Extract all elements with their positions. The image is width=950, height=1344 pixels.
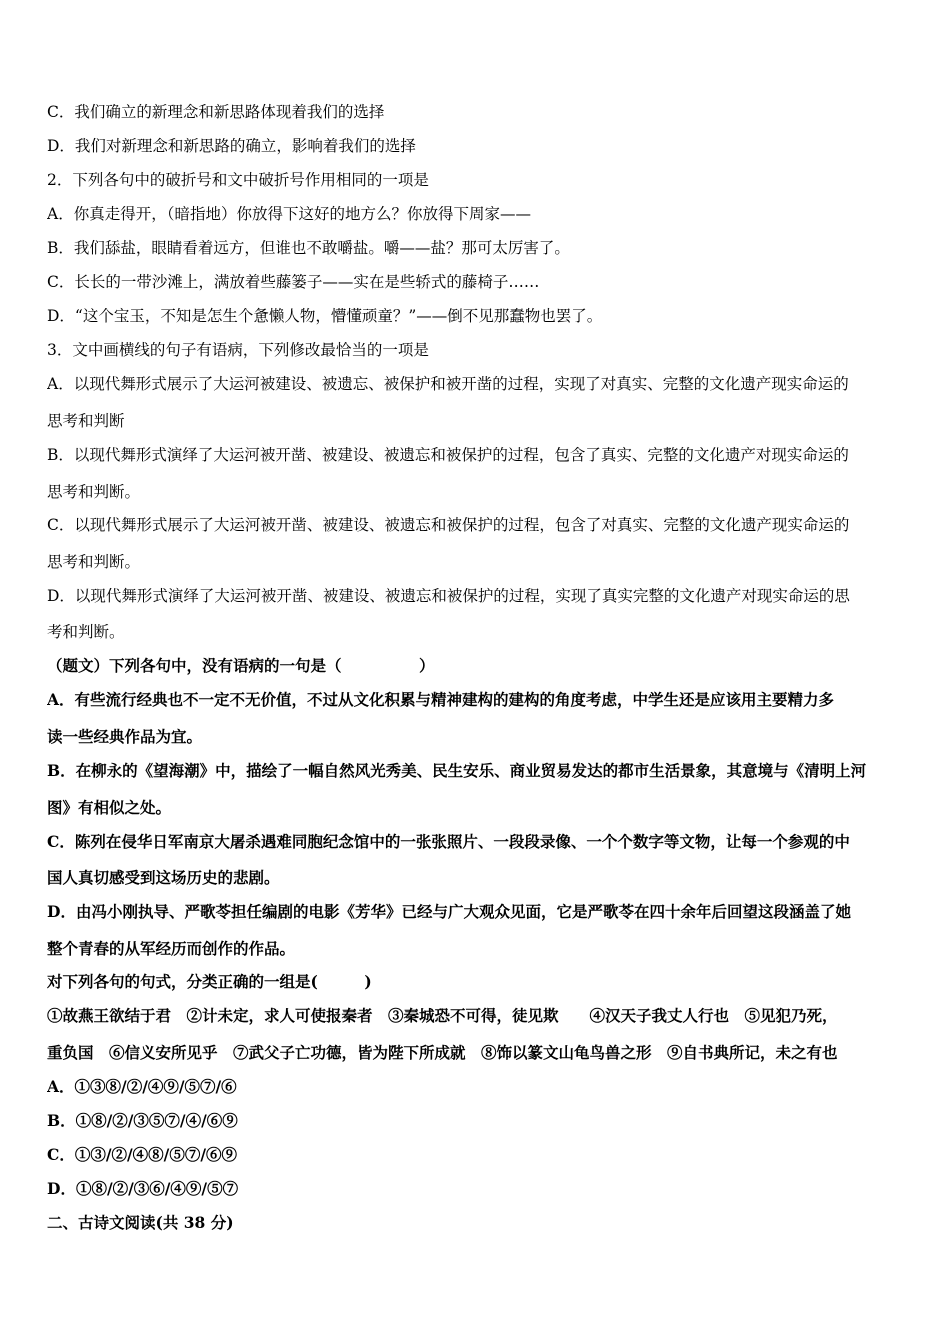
q3-option-b-line2: 思考和判断。 <box>47 483 141 501</box>
q3-option-a-line1: A．以现代舞形式展示了大运河被建设、被遗忘、被保护和被开凿的过程，实现了对真实、完整的文化遗产现实命运的 <box>47 375 849 393</box>
q4-option-a-line2: 读一些经典作品为宜。 <box>47 727 203 746</box>
q4-option-c-line2: 国人真切感受到这场历史的悲剧。 <box>47 868 280 887</box>
q5-option-b: B．①⑧/②/③⑤⑦/④/⑥⑨ <box>47 1111 238 1130</box>
q2-option-b: B．我们舔盐，眼睛看着远方，但谁也不敢嚼盐。嚼——盐？那可太厉害了。 <box>47 239 570 257</box>
q3-option-b-line1: B．以现代舞形式演绎了大运河被开凿、被建设、被遗忘和被保护的过程，包含了真实、完整的文化遗产对现实命运的 <box>47 446 849 464</box>
q4-stem: （题文）下列各句中，没有语病的一句是（ ） <box>47 656 435 675</box>
q3-option-a-line2: 思考和判断 <box>47 412 125 430</box>
q5-option-d: D．①⑧/②/③⑥/④⑨/⑤⑦ <box>47 1179 239 1198</box>
q5-option-a: A．①③⑧/②/④⑨/⑤⑦/⑥ <box>47 1077 237 1096</box>
q1-option-d: D．我们对新理念和新思路的确立，影响着我们的选择 <box>47 137 416 155</box>
q3-option-c-line2: 思考和判断。 <box>47 553 141 571</box>
q2-option-d: D．“这个宝玉，不知是怎生个惫懒人物，懵懂顽童？”——倒不见那蠢物也罢了。 <box>47 307 603 325</box>
q5-sentences-line2: 重负国 ⑥信义安所见乎 ⑦武父子亡功德，皆为陛下所成就 ⑧饰以篆文山龟鸟兽之形 ⑨自书典所记，未之有也 <box>47 1043 838 1062</box>
q4-option-a-line1: A．有些流行经典也不一定不无价值，不过从文化积累与精神建构的建构的角度考虑，中学生还是应该用主要精力多 <box>47 690 835 709</box>
q5-stem: 对下列各句的句式，分类正确的一组是( ) <box>47 972 372 991</box>
q3-option-c-line1: C．以现代舞形式展示了大运河被开凿、被建设、被遗忘和被保护的过程，包含了对真实、完整的文化遗产现实命运的 <box>47 516 850 534</box>
section-heading: 二、古诗文阅读(共 38 分) <box>47 1213 234 1232</box>
q4-option-b-line1: B．在柳永的《望海潮》中，描绘了一幅自然风光秀美、民生安乐、商业贸易发达的都市生活景象，其意境与《清明上河 <box>47 761 867 780</box>
q3-option-d-line1: D．以现代舞形式演绎了大运河被开凿、被建设、被遗忘和被保护的过程，实现了真实完整的文化遗产对现实命运的思 <box>47 587 850 605</box>
q4-option-d-line1: D．由冯小刚执导、严歌苓担任编剧的电影《芳华》已经与广大观众见面，它是严歌苓在四十余年后回望这段涵盖了她 <box>47 902 851 921</box>
q5-sentences-line1: ①故燕王欲结于君 ②计未定，求人可使报秦者 ③秦城恐不可得，徒见欺 ④汉天子我丈人行也 ⑤见犯乃死， <box>47 1006 838 1025</box>
q4-option-d-line2: 整个青春的从军经历而创作的作品。 <box>47 939 296 958</box>
q3-option-d-line2: 考和判断。 <box>47 623 125 641</box>
q3-stem: 3．文中画横线的句子有语病，下列修改最恰当的一项是 <box>47 341 429 359</box>
q4-option-c-line1: C．陈列在侵华日军南京大屠杀遇难同胞纪念馆中的一张张照片、一段段录像、一个个数字等文物，让每一个参观的中 <box>47 832 850 851</box>
q5-option-c: C．①③/②/④⑧/⑤⑦/⑥⑨ <box>47 1145 237 1164</box>
q2-option-c: C．长长的一带沙滩上，满放着些藤篓子——实在是些轿式的藤椅子…… <box>47 273 540 291</box>
q4-option-b-line2: 图》有相似之处。 <box>47 798 172 817</box>
q1-option-c: C．我们确立的新理念和新思路体现着我们的选择 <box>47 103 385 121</box>
q2-stem: 2．下列各句中的破折号和文中破折号作用相同的一项是 <box>47 171 429 189</box>
q2-option-a: A．你真走得开，（暗指地）你放得下这好的地方么？你放得下周家—— <box>47 205 531 223</box>
